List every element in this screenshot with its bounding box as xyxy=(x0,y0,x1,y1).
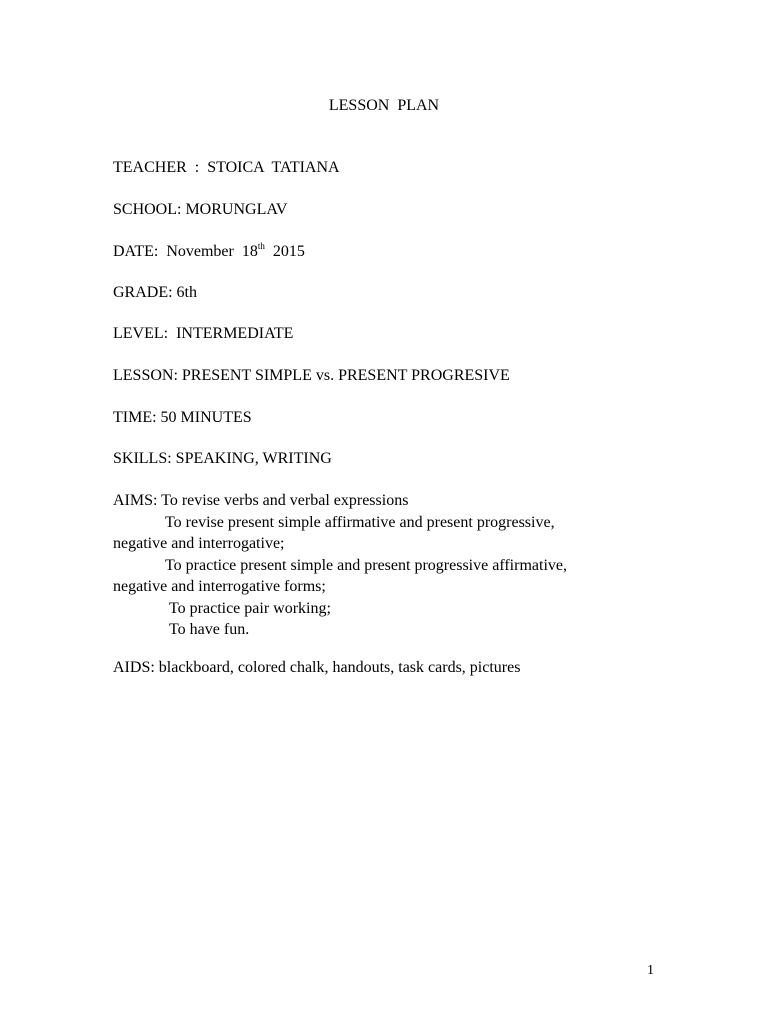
level-line: LEVEL: INTERMEDIATE xyxy=(113,325,294,342)
aims-line: AIMS: To revise verbs and verbal expressions xyxy=(113,492,409,509)
aims-line: negative and interrogative; xyxy=(113,535,285,552)
aims-section xyxy=(113,490,633,641)
date-line xyxy=(113,241,305,262)
skills-line: SKILLS: SPEAKING, WRITING xyxy=(113,450,332,467)
school-line: SCHOOL: MORUNGLAV xyxy=(113,201,288,218)
aims-line: To practice pair working; xyxy=(169,599,331,617)
aims-line: To have fun. xyxy=(169,621,250,638)
date-text: DATE: November 18 xyxy=(113,243,258,260)
aims-line: To revise present simple affirmative and present progressive, xyxy=(165,513,555,531)
time-line: TIME: 50 MINUTES xyxy=(113,409,252,426)
date-year: 2015 xyxy=(264,243,305,260)
date-ordinal-suffix: th xyxy=(257,240,265,251)
aids-line: AIDS: blackboard, colored chalk, handouts, task cards, pictures xyxy=(113,659,521,676)
page-number: 1 xyxy=(647,963,654,978)
lesson-line: LESSON: PRESENT SIMPLE vs. PRESENT PROGRESIVE xyxy=(113,367,510,384)
teacher-line: TEACHER : STOICA TATIANA xyxy=(113,159,340,176)
grade-line: GRADE: 6th xyxy=(113,284,197,301)
document-title: LESSON PLAN xyxy=(328,97,440,114)
aims-line: To practice present simple and present progressive affirmative, xyxy=(165,556,567,574)
aims-line: negative and interrogative forms; xyxy=(113,578,326,595)
